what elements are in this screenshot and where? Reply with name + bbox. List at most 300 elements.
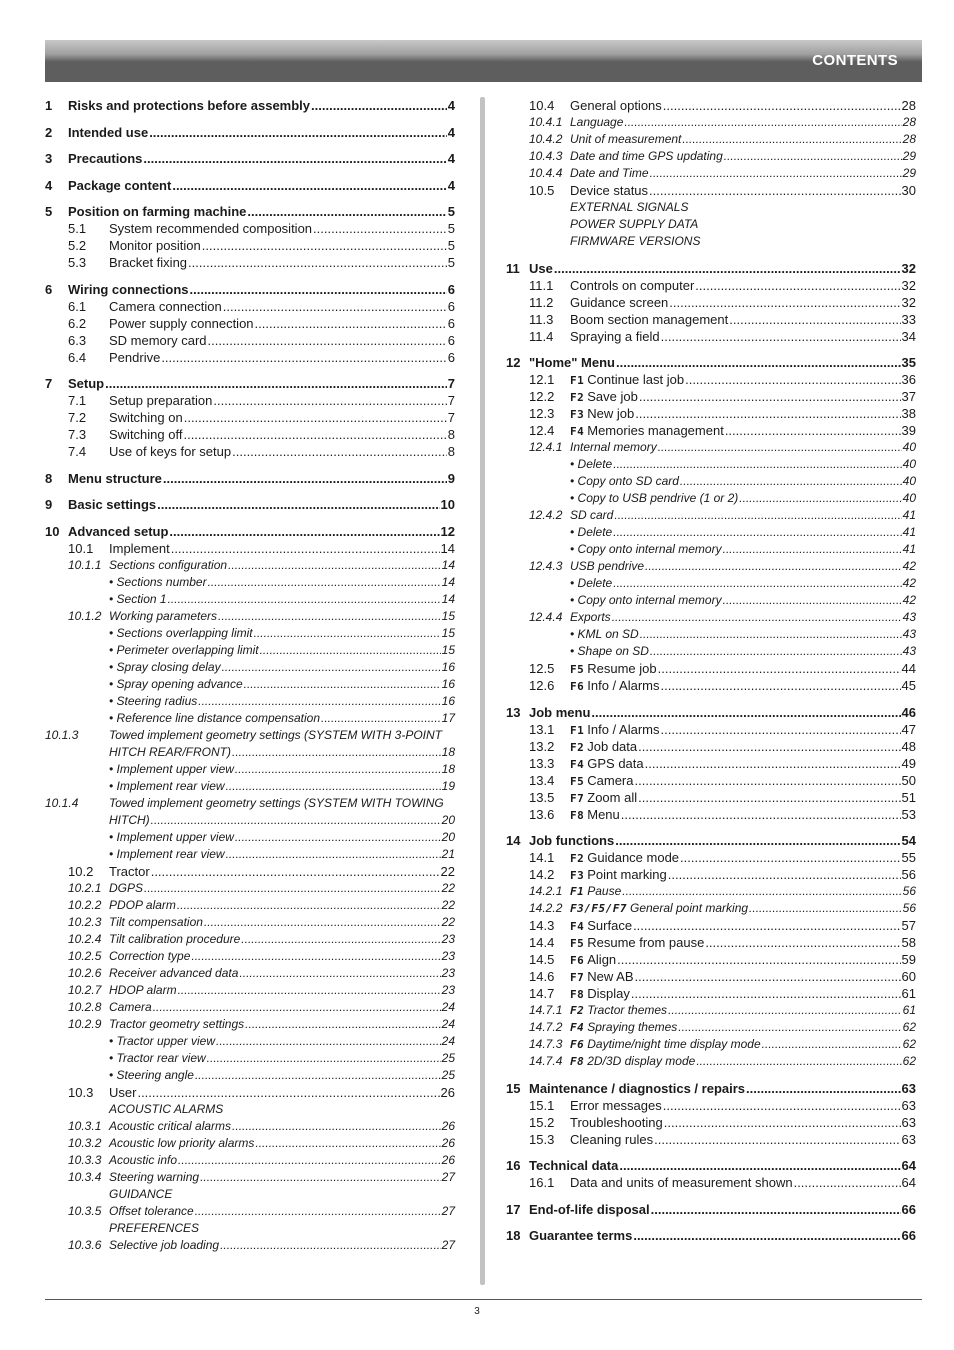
toc-entry[interactable] (506, 755, 916, 772)
toc-entry-title (570, 507, 613, 524)
toc-entry-title-text: Exports (570, 610, 611, 624)
toc-entry-number: 12.4.1 (529, 440, 563, 454)
toc-entry[interactable] (45, 1220, 455, 1237)
toc-entry[interactable] (506, 592, 916, 609)
toc-entry-title (109, 625, 253, 642)
toc-entry[interactable] (45, 1135, 455, 1152)
toc-entry[interactable] (45, 710, 455, 727)
toc-entry-page: 42 (902, 593, 916, 607)
function-key-label: F4 (570, 1021, 585, 1034)
dot-leader (235, 829, 441, 846)
toc-entry-title-text: User (109, 1084, 137, 1100)
toc-entry-title (109, 349, 160, 366)
toc-entry[interactable] (45, 540, 455, 557)
toc-entry[interactable] (45, 375, 455, 392)
toc-entry[interactable] (506, 1019, 916, 1036)
dot-leader (723, 592, 902, 609)
toc-entry-title-text: Memories management (587, 423, 724, 438)
toc-entry-title-text: USB pendrive (570, 559, 645, 573)
dot-leader (746, 1080, 901, 1097)
toc-entry[interactable] (45, 744, 455, 761)
toc-entry-title (570, 1114, 663, 1131)
toc-entry-body (109, 574, 455, 591)
toc-entry-title-text: PDOP alarm (109, 897, 176, 912)
toc-entry[interactable] (45, 897, 455, 914)
dot-leader (622, 883, 901, 900)
toc-entry[interactable] (506, 575, 916, 592)
toc-entry[interactable] (45, 97, 455, 114)
toc-entry[interactable] (506, 643, 916, 660)
dot-leader (151, 863, 440, 880)
toc-entry-title (570, 1131, 653, 1148)
toc-entry-title (109, 880, 143, 897)
toc-entry-page: 14 (441, 557, 455, 572)
dot-leader (143, 150, 446, 167)
toc-entry[interactable] (506, 294, 916, 311)
toc-entry[interactable] (45, 812, 455, 829)
toc-entry-number: 10.3.1 (68, 1118, 102, 1133)
function-key-label: F1 (570, 374, 585, 387)
toc-entry-title (570, 541, 722, 558)
toc-entry[interactable] (45, 177, 455, 194)
toc-entry-page: 40 (902, 491, 916, 505)
toc-entry[interactable] (45, 693, 455, 710)
toc-entry[interactable] (45, 829, 455, 846)
toc-entry[interactable] (506, 1002, 916, 1019)
toc-entry-page: 45 (901, 678, 916, 693)
toc-entry-title-text: • Reference line distance compensation (109, 710, 320, 725)
toc-entry[interactable] (506, 1227, 916, 1244)
toc-entry-body (570, 97, 916, 114)
toc-entry[interactable] (506, 704, 916, 721)
toc-entry-title-text: Power supply connection (109, 315, 254, 331)
toc-entry[interactable] (506, 609, 916, 626)
dot-leader (639, 388, 901, 405)
toc-entry[interactable] (45, 982, 455, 999)
toc-entry[interactable] (506, 934, 916, 951)
toc-entry-number: 12.6 (529, 678, 555, 693)
toc-entry[interactable] (506, 1131, 916, 1148)
toc-entry-number: 3 (45, 151, 53, 166)
toc-entry[interactable] (506, 738, 916, 755)
toc-entry-page: 63 (901, 1114, 916, 1130)
toc-entry[interactable] (45, 1186, 455, 1203)
toc-entry-title-text: Zoom all (587, 789, 638, 805)
toc-entry-page: 14 (440, 540, 455, 556)
toc-entry-title (109, 965, 238, 982)
toc-entry[interactable] (45, 1237, 455, 1254)
toc-entry[interactable] (45, 863, 455, 880)
toc-entry-number: 12.1 (529, 372, 555, 387)
toc-entry-number: 10.1.1 (68, 557, 102, 572)
toc-entry[interactable] (506, 1036, 916, 1053)
toc-entry[interactable] (45, 574, 455, 591)
toc-entry-page: 8 (447, 444, 455, 459)
toc-entry-body (570, 738, 916, 756)
toc-entry-title (68, 281, 189, 298)
toc-entry[interactable] (45, 1203, 455, 1220)
toc-entry-title (68, 177, 171, 194)
toc-entry-title-text: Info / Alarms (587, 721, 660, 737)
toc-entry[interactable] (45, 1084, 455, 1101)
function-key-label: F2 (570, 1004, 585, 1017)
toc-entry-page: 6 (447, 349, 455, 365)
toc-entry-number: 12.5 (529, 661, 555, 676)
toc-entry[interactable] (45, 880, 455, 897)
toc-entry-page: 23 (441, 982, 455, 997)
toc-entry-body (570, 199, 916, 216)
toc-entry[interactable] (45, 443, 455, 460)
toc-entry-body (109, 1152, 455, 1169)
toc-entry-title-text: • Spray closing delay (109, 659, 221, 674)
toc-entry[interactable] (506, 1174, 916, 1191)
toc-entry[interactable] (506, 456, 916, 473)
toc-entry-body (570, 328, 916, 345)
function-key-label: F8 (570, 988, 585, 1001)
toc-entry[interactable] (506, 473, 916, 490)
toc-entry-title (109, 220, 312, 237)
dot-leader (739, 490, 901, 507)
toc-entry[interactable] (45, 203, 455, 220)
toc-entry-title-text: Pendrive (109, 349, 161, 365)
dot-leader (178, 1152, 441, 1169)
toc-entry[interactable] (506, 866, 916, 883)
dot-leader (633, 1227, 900, 1244)
toc-entry-body (570, 806, 916, 824)
toc-entry-title (109, 332, 207, 349)
toc-entry[interactable] (45, 642, 455, 659)
dot-leader (613, 524, 901, 541)
toc-entry[interactable] (45, 496, 455, 513)
dot-leader (169, 523, 439, 540)
function-key-label: F6 (570, 680, 585, 693)
toc-entry-title (109, 931, 240, 948)
toc-entry[interactable] (506, 900, 916, 917)
toc-entry[interactable] (45, 124, 455, 141)
toc-entry[interactable] (45, 332, 455, 349)
toc-entry[interactable] (45, 281, 455, 298)
toc-entry[interactable] (45, 965, 455, 982)
dot-leader (669, 294, 900, 311)
toc-entry[interactable] (506, 772, 916, 789)
toc-entry-title (109, 1186, 172, 1203)
toc-entry-body (109, 659, 455, 676)
toc-entry[interactable] (45, 914, 455, 931)
toc-entry[interactable] (45, 1101, 455, 1118)
toc-entry-title-text: General options (570, 98, 662, 113)
toc-entry[interactable] (506, 216, 916, 233)
function-key-label: F2 (570, 740, 585, 754)
toc-entry-page: 24 (441, 1016, 455, 1031)
toc-entry[interactable] (506, 114, 916, 131)
section-gap (45, 366, 455, 376)
toc-entry-page: 37 (901, 389, 916, 404)
toc-entry-title-text: Continue last job (587, 372, 685, 387)
dot-leader (678, 1019, 901, 1036)
toc-entry-title-text: Switching on (109, 410, 183, 425)
toc-entry[interactable] (45, 999, 455, 1016)
toc-entry[interactable] (45, 392, 455, 409)
toc-entry[interactable] (506, 721, 916, 738)
toc-entry-page: 18 (441, 761, 455, 776)
toc-entry[interactable] (45, 1152, 455, 1169)
toc-entry-title (570, 1053, 695, 1070)
toc-entry[interactable] (45, 591, 455, 608)
dot-leader (617, 951, 900, 968)
toc-entry[interactable] (45, 761, 455, 778)
toc-entry[interactable] (45, 349, 455, 366)
toc-entry-page: 51 (901, 789, 916, 805)
toc-entry-title (570, 456, 612, 473)
function-key-label: F8 (570, 1055, 585, 1068)
toc-entry-body (109, 443, 455, 460)
toc-entry-title (109, 315, 254, 332)
toc-entry-title (570, 755, 644, 773)
dot-leader (183, 426, 446, 443)
section-gap (45, 141, 455, 151)
toc-entry[interactable] (45, 846, 455, 863)
toc-entry[interactable] (506, 233, 916, 250)
toc-entry-title-text: Cleaning rules (570, 1131, 654, 1147)
function-key-label: F6 (570, 954, 585, 967)
toc-entry[interactable] (45, 931, 455, 948)
toc-entry-body (570, 216, 916, 233)
toc-entry-title (109, 727, 442, 744)
toc-entry-title-text: • Sections number (109, 574, 207, 589)
toc-left-column (45, 97, 455, 1254)
toc-entry[interactable] (45, 298, 455, 315)
toc-entry[interactable] (45, 608, 455, 625)
dot-leader (247, 203, 446, 220)
toc-entry[interactable] (45, 426, 455, 443)
toc-entry-title-text: Position on farming machine (68, 204, 247, 219)
toc-entry[interactable] (45, 795, 455, 812)
toc-entry-page: 64 (901, 1175, 916, 1190)
toc-entry-title (68, 496, 156, 513)
toc-entry[interactable] (506, 354, 916, 371)
toc-entry[interactable] (506, 806, 916, 823)
toc-entry[interactable] (506, 311, 916, 328)
toc-entry-body (109, 914, 455, 931)
toc-entry[interactable] (506, 328, 916, 345)
toc-entry[interactable] (45, 315, 455, 332)
toc-entry[interactable] (45, 254, 455, 271)
toc-entry-body (109, 795, 455, 812)
toc-entry-page: 22 (440, 863, 455, 879)
toc-entry-title (109, 693, 197, 710)
toc-entry[interactable] (506, 422, 916, 439)
toc-entry-body (68, 281, 455, 298)
toc-entry-page: 40 (902, 440, 916, 454)
toc-entry[interactable] (45, 948, 455, 965)
toc-entry-title (109, 897, 176, 914)
toc-entry-title (570, 439, 657, 456)
toc-entry-body (109, 1237, 455, 1254)
toc-entry[interactable] (506, 371, 916, 388)
toc-entry-page: 27 (441, 1237, 455, 1252)
toc-entry[interactable] (45, 1118, 455, 1135)
dot-leader (195, 1203, 441, 1220)
toc-entry-page: 25 (441, 1067, 455, 1082)
toc-entry-title-text: Package content (68, 177, 172, 193)
toc-entry[interactable] (45, 557, 455, 574)
toc-entry-page: 22 (441, 897, 455, 912)
toc-entry[interactable] (506, 985, 916, 1002)
toc-entry[interactable] (506, 541, 916, 558)
toc-entry-title (109, 846, 225, 863)
toc-entry[interactable] (506, 182, 916, 199)
toc-entry-page: 5 (447, 255, 455, 270)
toc-entry[interactable] (506, 1080, 916, 1097)
toc-entry-body (570, 1002, 916, 1019)
toc-entry-title (570, 968, 634, 986)
toc-entry[interactable] (45, 625, 455, 642)
toc-entry-body (570, 721, 916, 739)
toc-entry[interactable] (506, 131, 916, 148)
toc-entry-title-text: • Copy onto internal memory (570, 593, 722, 607)
toc-entry[interactable] (506, 1157, 916, 1174)
toc-entry[interactable] (506, 558, 916, 575)
toc-entry[interactable] (506, 97, 916, 114)
toc-entry-title (570, 934, 704, 952)
toc-entry[interactable] (506, 789, 916, 806)
toc-entry[interactable] (506, 1097, 916, 1114)
toc-entry[interactable] (45, 1050, 455, 1067)
dot-leader (313, 220, 447, 237)
toc-entry-title (109, 795, 444, 812)
toc-entry-number: 14.1 (529, 850, 555, 865)
toc-entry[interactable] (506, 660, 916, 677)
section-gap (506, 250, 916, 260)
toc-entry-body (109, 1050, 455, 1067)
toc-entry[interactable] (45, 1169, 455, 1186)
section-gap (506, 1218, 916, 1228)
toc-entry-body (109, 812, 455, 829)
toc-entry-page: 43 (902, 644, 916, 658)
toc-entry[interactable] (506, 968, 916, 985)
toc-entry-title-text: EXTERNAL SIGNALS (570, 200, 689, 214)
toc-entry-number: 5 (45, 204, 53, 219)
toc-entry-number: 14.5 (529, 952, 555, 967)
toc-entry[interactable] (506, 1201, 916, 1218)
toc-entry[interactable] (506, 439, 916, 456)
toc-entry[interactable] (506, 490, 916, 507)
toc-entry[interactable] (506, 951, 916, 968)
toc-entry-page: 20 (441, 829, 455, 844)
toc-entry[interactable] (45, 237, 455, 254)
toc-entry[interactable] (45, 1016, 455, 1033)
dot-leader (640, 626, 902, 643)
dot-leader (680, 473, 902, 490)
toc-entry-title-text: Camera (587, 772, 634, 788)
toc-entry[interactable] (45, 523, 455, 540)
toc-entry-page: 57 (901, 918, 916, 933)
toc-entry[interactable] (506, 165, 916, 182)
toc-entry[interactable] (506, 260, 916, 277)
toc-entry[interactable] (45, 676, 455, 693)
toc-entry-title-text: • Spray opening advance (109, 676, 243, 691)
toc-entry[interactable] (506, 849, 916, 866)
section-gap (506, 345, 916, 355)
toc-entry-body (570, 558, 916, 575)
toc-entry-body (570, 277, 916, 294)
toc-entry[interactable] (506, 388, 916, 405)
toc-entry[interactable] (45, 1067, 455, 1084)
toc-entry[interactable] (506, 677, 916, 694)
dot-leader (638, 738, 900, 755)
toc-entry-title-text: • Steering radius (109, 693, 198, 708)
toc-entry-page: 36 (901, 372, 916, 387)
toc-entry-number: 9 (45, 497, 53, 512)
toc-entry-page: 41 (902, 542, 916, 556)
toc-entry-body (109, 1033, 455, 1050)
toc-entry[interactable] (45, 409, 455, 426)
toc-entry[interactable] (506, 917, 916, 934)
toc-entry[interactable] (45, 778, 455, 795)
toc-entry-page: 55 (901, 850, 916, 865)
toc-entry-page: 32 (901, 260, 916, 276)
toc-entry-title-text: Working parameters (109, 608, 218, 623)
toc-entry-number: 10.3.4 (68, 1169, 102, 1184)
toc-entry-page: 16 (441, 659, 455, 674)
toc-entry-body (109, 999, 455, 1016)
toc-entry-body (529, 1227, 916, 1244)
dot-leader (661, 328, 901, 345)
toc-entry-title-text: Data and units of measurement shown (570, 1175, 793, 1190)
toc-entry[interactable] (506, 148, 916, 165)
toc-entry[interactable] (506, 1053, 916, 1070)
toc-entry[interactable] (45, 470, 455, 487)
toc-entry-body (68, 496, 455, 513)
toc-entry-title-text: HDOP alarm (109, 982, 177, 997)
function-key-label: F1 (570, 723, 585, 737)
toc-entry[interactable] (45, 220, 455, 237)
toc-entry-number: 10.4.1 (529, 115, 563, 129)
toc-entry[interactable] (506, 1114, 916, 1131)
toc-entry-page: 62 (902, 1037, 916, 1051)
dot-leader (200, 1169, 441, 1186)
toc-entry[interactable] (45, 150, 455, 167)
dot-leader (168, 591, 441, 608)
dot-leader (190, 281, 447, 298)
dot-leader (638, 789, 900, 806)
toc-entry-title-text: Point marking (587, 867, 667, 882)
toc-entry[interactable] (45, 659, 455, 676)
toc-entry[interactable] (506, 507, 916, 524)
toc-entry-number: 13.5 (529, 789, 555, 805)
dot-leader (208, 332, 447, 349)
toc-entry[interactable] (506, 405, 916, 422)
toc-entry[interactable] (506, 277, 916, 294)
toc-entry[interactable] (506, 626, 916, 643)
toc-entry[interactable] (45, 1033, 455, 1050)
function-key-label: F4 (570, 920, 585, 933)
toc-entry-body (529, 704, 916, 721)
toc-entry-number: 10.2.3 (68, 914, 102, 929)
toc-entry[interactable] (506, 832, 916, 849)
toc-entry-body (109, 761, 455, 778)
toc-entry-page: 41 (902, 508, 916, 522)
toc-entry[interactable] (506, 199, 916, 216)
toc-entry-title (570, 883, 621, 900)
toc-entry[interactable] (506, 524, 916, 541)
toc-entry-title-text: GPS data (587, 755, 644, 771)
toc-entry-title (529, 1080, 745, 1097)
toc-entry[interactable] (45, 727, 455, 744)
dot-leader (554, 260, 901, 277)
toc-entry[interactable] (506, 883, 916, 900)
toc-entry-body (109, 642, 455, 659)
